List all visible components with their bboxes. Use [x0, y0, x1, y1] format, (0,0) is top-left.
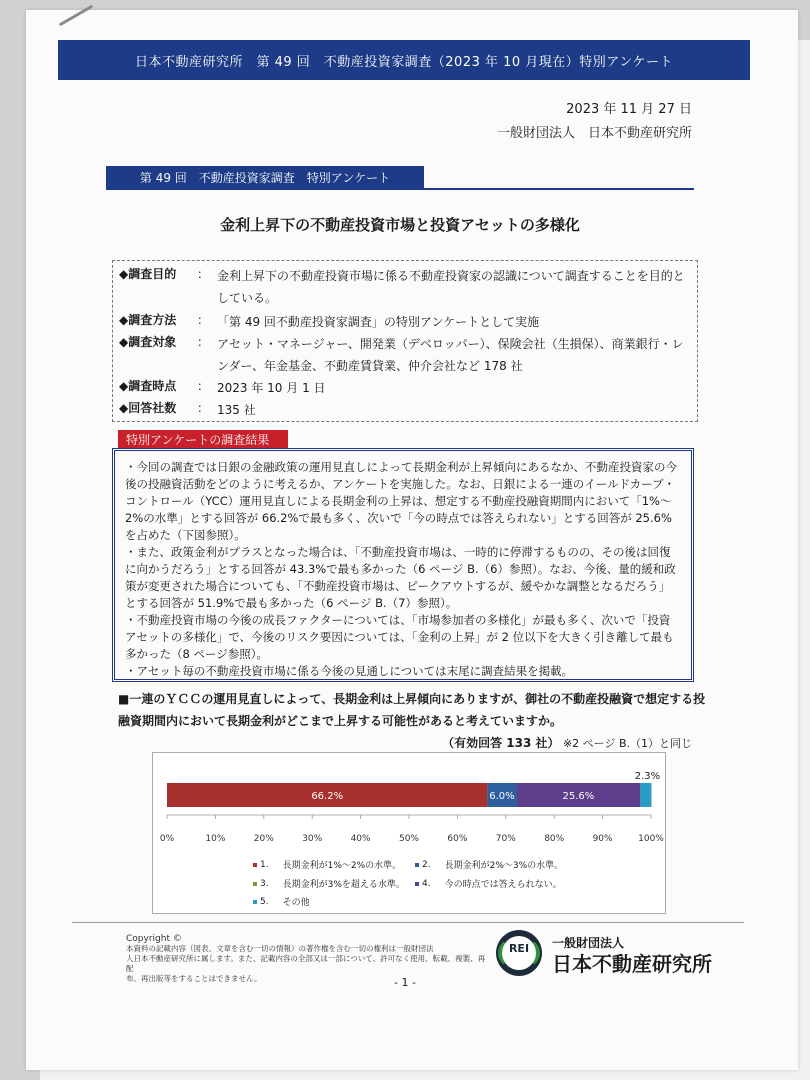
- legend-swatch: [253, 863, 257, 867]
- bar-segment: [640, 783, 651, 807]
- legend-label: 長期金利が1%～2%の水準。: [282, 861, 402, 871]
- results-summary-box: [112, 448, 694, 682]
- copyright-text-line: 人日本不動産研究所に属します。また、記載内容の全部又は一部について、許可なく使用、転載、複製、再配: [126, 954, 486, 973]
- footer-org-name: 日本不動産研究所: [552, 952, 712, 976]
- legend-number: 1.: [260, 859, 269, 870]
- legend-number: 5.: [260, 896, 269, 907]
- legend-swatch: [415, 863, 419, 867]
- legend-item-1: [253, 858, 401, 871]
- data-label: 2.3%: [634, 771, 661, 782]
- data-label: 66.2%: [311, 791, 344, 802]
- data-label: 25.6%: [562, 791, 595, 802]
- legend-item-2: [415, 858, 563, 871]
- info-label: ◆調査方法: [119, 313, 177, 327]
- info-label: ◆調査対象: [119, 335, 177, 349]
- x-tick-label: 70%: [495, 834, 516, 844]
- summary-paragraph: ・不動産投資市場の今後の成長ファクターについては、「市場参加者の多様化」が最も多く、次いで「投資アセットの多様化」で、今後のリスク要因については、「金利の上昇」が 2 位以下を大きく引き離して最も多かった（8 ページ参照）。: [125, 613, 674, 661]
- logo-text: REI: [508, 942, 530, 955]
- info-label: ◆回答社数: [119, 401, 177, 415]
- info-value: 「第 49 回不動産投資家調査」の特別アンケートとして実施: [217, 315, 540, 329]
- footer-org-type: 一般財団法人: [552, 936, 625, 950]
- x-tick-label: 10%: [205, 834, 226, 844]
- valid-responses: [442, 734, 692, 751]
- info-value: 2023 年 10 月 1 日: [217, 381, 326, 395]
- info-row-respondents: [119, 399, 687, 421]
- copyright-label: Copyright ©: [126, 934, 182, 944]
- info-row-purpose: [119, 265, 687, 309]
- survey-info-box: [112, 260, 698, 422]
- info-row-method: [119, 311, 687, 333]
- info-row-target: [119, 333, 687, 377]
- info-colon: ：: [196, 335, 209, 349]
- copyright-text-line: 布、再出版等をすることはできません。: [126, 974, 262, 983]
- legend-item-4: [415, 877, 562, 890]
- legend-swatch: [253, 900, 257, 904]
- summary-paragraph: ・アセット毎の不動産投資市場に係る今後の見通しについては末尾に調査結果を掲載。: [125, 664, 574, 678]
- survey-question: ■一連のＹＣＣの運用見直しによって、長期金利は上昇傾向にありますが、御社の不動産投融資で想定する投融資期間内において長期金利がどこまで上昇する可能性があると考えていますか。: [118, 692, 706, 728]
- legend-label: 長期金利が3%を超える水準。: [282, 880, 405, 890]
- data-label: 6.0%: [489, 791, 515, 802]
- info-label: ◆調査時点: [119, 379, 177, 393]
- reference-note: ※2 ページ B.（1）と同じ: [562, 737, 692, 750]
- footer-divider: [72, 922, 744, 923]
- x-tick-label: 20%: [253, 834, 274, 844]
- issue-date: 2023 年 11 月 27 日: [566, 102, 692, 117]
- x-tick-label: 50%: [398, 834, 420, 844]
- copyright-text-line: 本資料の記載内容（図表、文章を含む一切の情報）の著作権を含む一切の権利は一般財団法: [126, 944, 434, 953]
- info-row-date: [119, 377, 687, 399]
- info-colon: ：: [196, 313, 209, 327]
- info-value: アセット・マネージャー、開発業（デベロッパー）、保険会社（生損保）、商業銀行・レンダー、年金基金、不動産賃貸業、仲介会社など 178 社: [217, 337, 684, 373]
- info-colon: ：: [196, 379, 209, 393]
- rei-logo: [496, 930, 542, 976]
- results-tag: 特別アンケートの調査結果: [118, 430, 288, 448]
- x-tick-label: 40%: [350, 834, 371, 844]
- stacked-bar-chart: [153, 753, 665, 913]
- issuer-organization: 一般財団法人 日本不動産研究所: [496, 126, 692, 141]
- legend-number: 4.: [422, 878, 431, 889]
- summary-paragraph: ・今回の調査では日銀の金融政策の運用見直しによって長期金利が上昇傾向にあるなか、不動産投資家の今後の投融資活動をどのように考えるか、アンケートを実施した。なお、日銀による一連のイールドカーブ・コントロール（YCC）運用見直しによる長期金利の上昇は、想定する不動産投融資期間内において「1%～2%の水準」とする回答が 66.2%で最も多く、次いで「今の時点では答えられない」とする回答が 25.6%を占めた（下図参照）。: [125, 460, 677, 542]
- page-number: - 1 -: [394, 976, 416, 989]
- legend-swatch: [415, 882, 419, 886]
- x-tick-label: 30%: [302, 834, 323, 844]
- legend-item-5: [253, 895, 310, 908]
- info-value: 金利上昇下の不動産投資市場に係る不動産投資家の認識について調査することを目的としている。: [217, 269, 685, 305]
- x-tick-label: 80%: [544, 834, 565, 844]
- legend-label: 今の時点では答えられない。: [444, 880, 562, 890]
- x-tick-label: 0%: [159, 834, 175, 844]
- x-tick-label: 60%: [447, 834, 468, 844]
- legend-swatch: [253, 882, 257, 886]
- page-title: 金利上昇下の不動産投資市場と投資アセットの多様化: [220, 216, 580, 234]
- x-tick-label: 90%: [592, 834, 613, 844]
- legend-item-3: [253, 877, 405, 890]
- valid-count: （有効回答 133 社）: [442, 736, 560, 750]
- legend-number: 2.: [422, 859, 431, 870]
- section-divider: [106, 188, 694, 190]
- summary-paragraph: ・また、政策金利がプラスとなった場合は、「不動産投資市場は、一時的に停滞するものの、その後は回復に向かうだろう」とする回答が 43.3%で最も多かった（6 ページ B.（6）参照）。なお、今後、量的緩和政策が変更された場合についても、「不動産投資市場は、ピークアウトするが、緩やかな調整となるだろう」とする回答が 51.9%で最も多かった（6 ページ B.（7）参照）。: [125, 545, 676, 610]
- header-banner: 日本不動産研究所 第 49 回 不動産投資家調査（2023 年 10 月現在）特別アンケート: [58, 40, 750, 80]
- legend-number: 3.: [260, 878, 269, 889]
- info-value: 135 社: [217, 403, 256, 417]
- legend-label: その他: [282, 898, 310, 908]
- info-colon: ：: [196, 401, 209, 415]
- chart-container: [152, 752, 666, 914]
- section-tag: 第 49 回 不動産投資家調査 特別アンケート: [106, 166, 424, 188]
- legend-label: 長期金利が2%～3%の水準。: [444, 861, 564, 871]
- copyright-notice: [126, 934, 486, 984]
- info-colon: ：: [196, 267, 209, 281]
- x-tick-label: 100%: [638, 834, 664, 844]
- info-label: ◆調査目的: [119, 267, 177, 281]
